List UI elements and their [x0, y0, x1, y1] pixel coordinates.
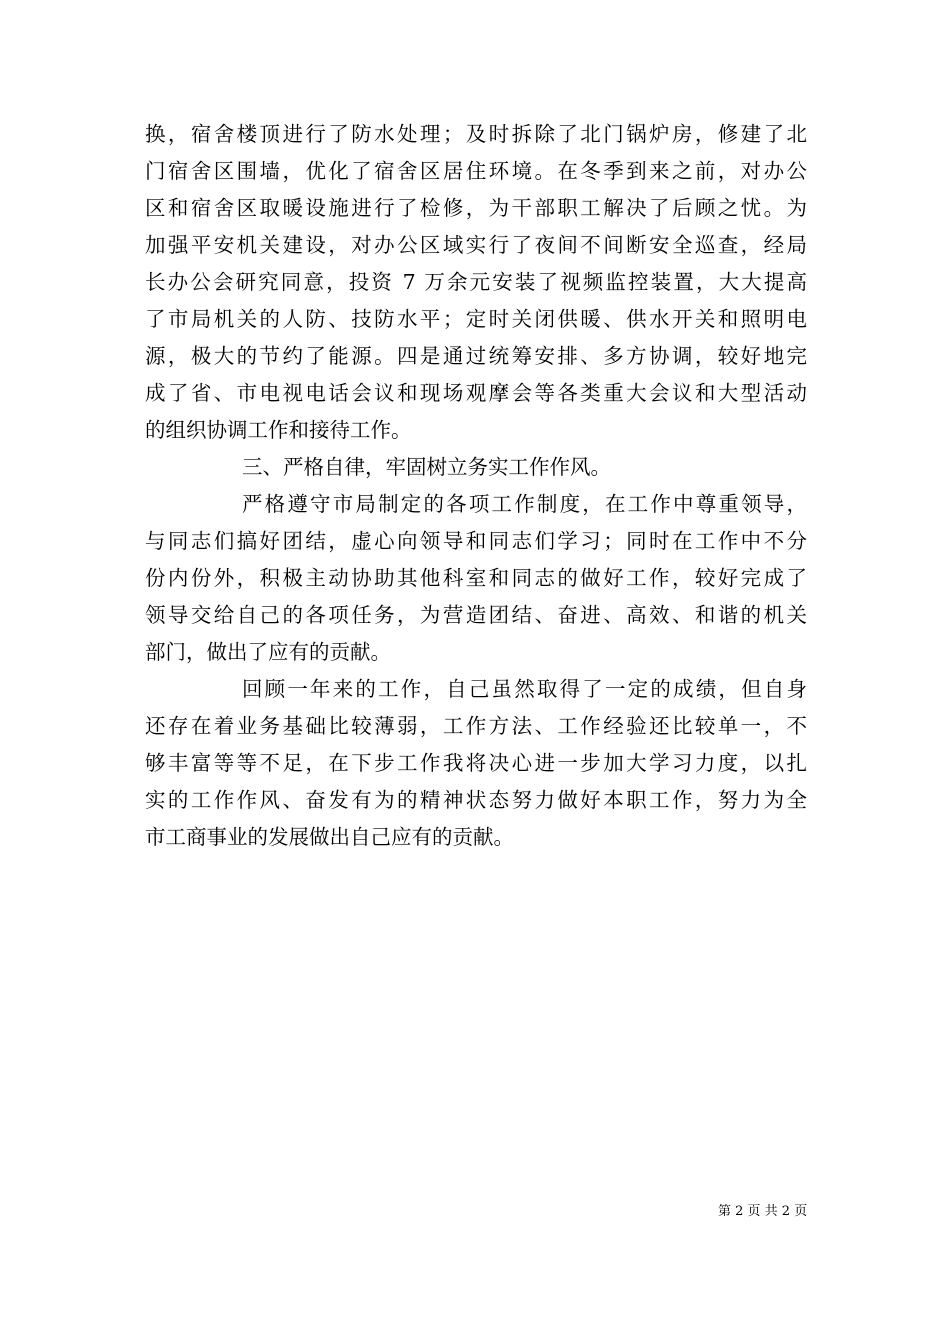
text-line: 了市局机关的人防、技防水平；定时关闭供暖、供水开关和照明电: [145, 307, 807, 331]
paragraph-continued: [145, 116, 807, 449]
text-line: 源，极大的节约了能源。四是通过统筹安排、多方协调，较好地完: [145, 344, 807, 368]
text-line: 市工商事业的发展做出自己应有的贡献。: [145, 825, 514, 849]
text-line: 严格遵守市局制定的各项工作制度，在工作中尊重领导，: [242, 492, 807, 516]
text-line: 还存在着业务基础比较薄弱，工作方法、工作经验还比较单一，不: [145, 714, 807, 738]
document-body: [145, 116, 807, 856]
text-line: 与同志们搞好团结，虚心向领导和同志们学习；同时在工作中不分: [145, 529, 807, 553]
section-heading: [145, 449, 807, 486]
text-line: 区和宿舍区取暖设施进行了检修，为干部职工解决了后顾之忧。为: [145, 196, 807, 220]
text-line: 的组织协调工作和接待工作。: [145, 418, 412, 442]
page-number: 第 2 页 共 2 页: [718, 1204, 808, 1219]
text-line: 份内份外，积极主动协助其他科室和同志的做好工作，较好完成了: [145, 566, 807, 590]
text-line: 领导交给自己的各项任务，为营造团结、奋进、高效、和谐的机关: [145, 603, 807, 627]
section-heading-text: 三、严格自律，牢固树立务实工作作风。: [242, 455, 611, 479]
paragraph-discipline: [145, 486, 807, 671]
text-line: 换，宿舍楼顶进行了防水处理；及时拆除了北门锅炉房，修建了北: [145, 122, 807, 146]
text-line: 加强平安机关建设，对办公区域实行了夜间不间断安全巡查，经局: [145, 233, 807, 257]
text-line: 长办公会研究同意，投资 7 万余元安装了视频监控装置，大大提高: [145, 270, 807, 294]
text-line: 实的工作作风、奋发有为的精神状态努力做好本职工作，努力为全: [145, 788, 807, 812]
text-line: 回顾一年来的工作，自己虽然取得了一定的成绩，但自身: [242, 677, 807, 701]
text-line: 部门，做出了应有的贡献。: [145, 640, 391, 664]
paragraph-review: [145, 671, 807, 856]
text-line: 门宿舍区围墙，优化了宿舍区居住环境。在冬季到来之前，对办公: [145, 159, 807, 183]
text-line: 够丰富等等不足，在下步工作我将决心进一步加大学习力度，以扎: [145, 751, 807, 775]
text-line: 成了省、市电视电话会议和现场观摩会等各类重大会议和大型活动: [145, 381, 807, 405]
